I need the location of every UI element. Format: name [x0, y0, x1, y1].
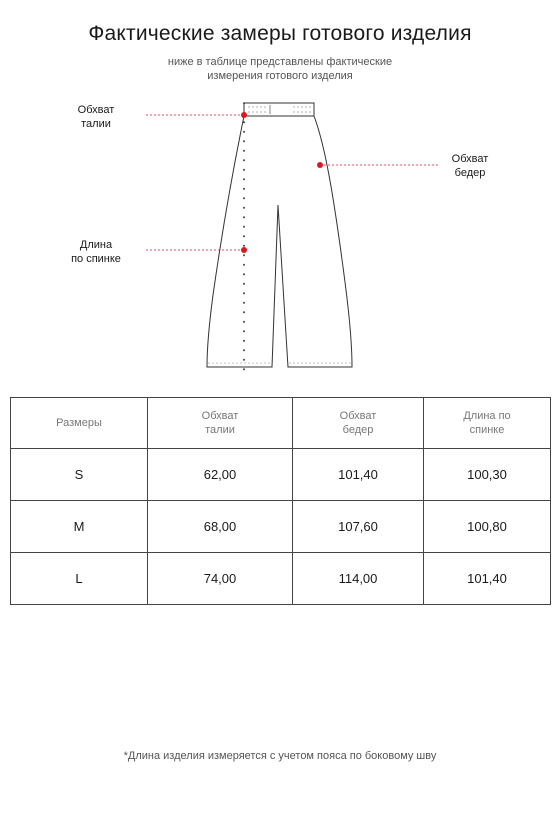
- length-callout-line-2: по спинке: [71, 253, 121, 265]
- measurement-diagram: [0, 95, 560, 385]
- cell-hips: 107,60: [293, 501, 424, 553]
- hips-callout-line-1: Обхват: [451, 153, 489, 165]
- cell-waist: 74,00: [148, 553, 293, 605]
- cell-length: 100,80: [424, 501, 551, 553]
- table-row: [11, 449, 551, 501]
- waist-callout: [68, 103, 124, 131]
- length-marker: [241, 247, 247, 253]
- cell-size: M: [11, 501, 148, 553]
- table-row: [11, 553, 551, 605]
- cell-waist: 68,00: [148, 501, 293, 553]
- size-table-header-row: [11, 398, 551, 449]
- waistband-shape: [244, 103, 314, 116]
- header-hips-line-2: бедер: [342, 424, 374, 436]
- header-hips-line-1: Обхват: [339, 410, 377, 422]
- header-length-line-1: Длина по: [463, 410, 511, 422]
- cell-length: 100,30: [424, 449, 551, 501]
- subtitle-line-1: ниже в таблице представлены фактические: [167, 56, 393, 68]
- waist-marker: [241, 112, 247, 118]
- cell-hips: 101,40: [293, 449, 424, 501]
- header-waist-line-1: Обхват: [201, 410, 239, 422]
- cell-size: S: [11, 449, 148, 501]
- cell-size: L: [11, 553, 148, 605]
- cell-waist: 62,00: [148, 449, 293, 501]
- subtitle-line-2: измерения готового изделия: [207, 70, 353, 82]
- hips-callout: [442, 152, 498, 180]
- trousers-outline: [207, 116, 352, 367]
- header-length-line-2: спинке: [469, 424, 505, 436]
- header-size-label: Размеры: [56, 417, 102, 429]
- cell-hips: 114,00: [293, 553, 424, 605]
- length-callout: [50, 238, 142, 266]
- page-title: Фактические замеры готового изделия: [88, 22, 472, 45]
- hips-marker: [317, 162, 323, 168]
- header-length: [424, 398, 551, 449]
- waist-callout-line-1: Обхват: [77, 104, 115, 116]
- header-waist: [148, 398, 293, 449]
- table-row: [11, 501, 551, 553]
- footnote: *Длина изделия измеряется с учетом пояса по боковому шву: [123, 750, 437, 762]
- waist-callout-line-2: талии: [81, 118, 111, 130]
- page-subtitle: [0, 55, 560, 83]
- header-waist-line-2: талии: [205, 424, 235, 436]
- hips-callout-line-2: бедер: [454, 167, 486, 179]
- header-hips: [293, 398, 424, 449]
- cell-length: 101,40: [424, 553, 551, 605]
- header-size: [11, 398, 148, 449]
- size-table: [10, 397, 551, 605]
- length-callout-line-1: Длина: [79, 239, 113, 251]
